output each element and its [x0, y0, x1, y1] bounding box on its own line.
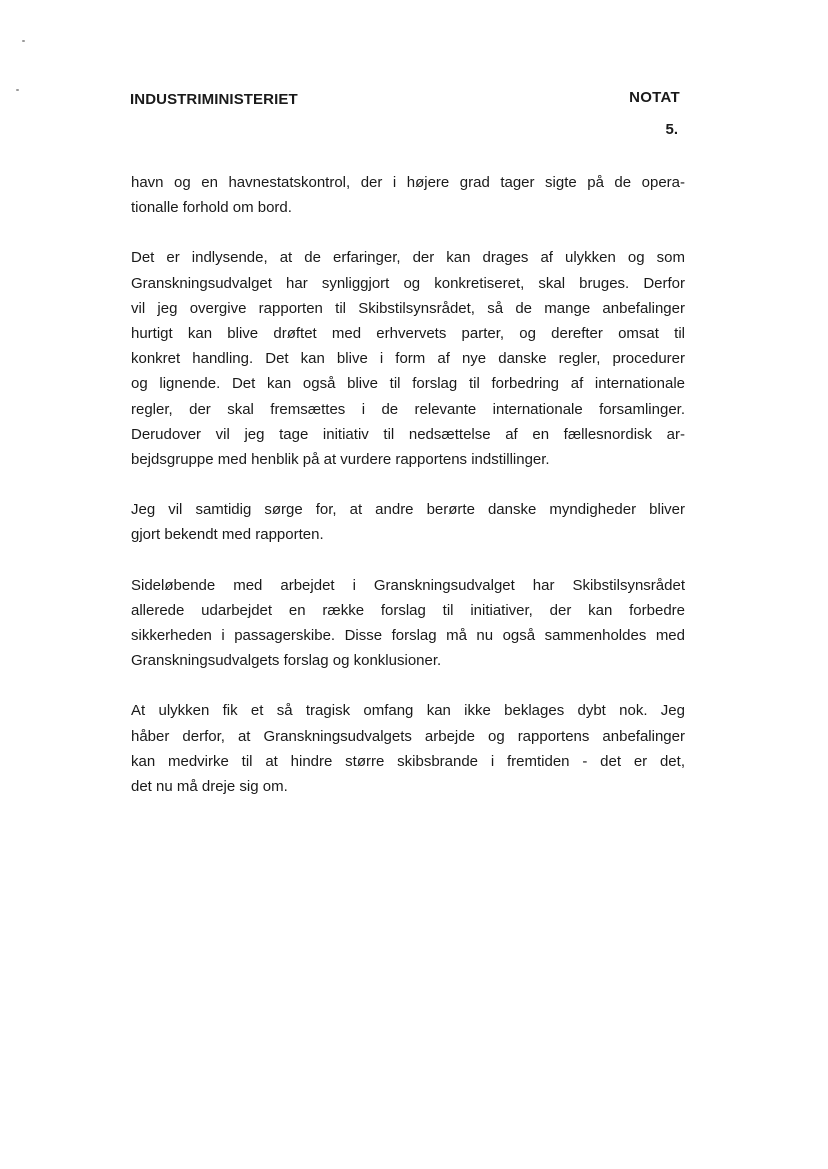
text-line: Granskningsudvalgets forslag og konklusioner.: [131, 652, 442, 670]
document-type-label: NOTAT: [629, 89, 680, 106]
scan-speck: [16, 89, 19, 91]
text-line: hurtigt kan blive drøftet med erhvervets parter, og derefter omsat til: [131, 325, 685, 343]
text-line: regler, der skal fremsættes i de relevante internationale forsamlinger.: [131, 400, 685, 418]
paragraph: [131, 245, 685, 472]
text-line: bejdsgruppe med henblik på at vurdere rapportens indstillinger.: [131, 451, 550, 469]
paragraph: [131, 573, 685, 674]
paragraph: [131, 497, 685, 547]
text-line: det nu må dreje sig om.: [131, 778, 288, 796]
text-line: gjort bekendt med rapporten.: [131, 526, 324, 544]
text-line: Jeg vil samtidig sørge for, at andre berørte danske myndigheder bliver: [131, 501, 685, 519]
text-line: håber derfor, at Granskningsudvalgets arbejde og rapportens anbefalinger: [131, 727, 685, 745]
text-line: tionalle forhold om bord.: [131, 199, 292, 217]
text-line: Derudover vil jeg tage initiativ til nedsættelse af en fællesnordisk ar-: [131, 425, 685, 443]
text-line: havn og en havnestatskontrol, der i højere grad tager sigte på de opera-: [131, 174, 685, 191]
text-line: At ulykken fik et så tragisk omfang kan ikke beklages dybt nok. Jeg: [131, 702, 685, 720]
ministry-header: INDUSTRIMINISTERIET: [130, 91, 298, 108]
document-body: [131, 170, 685, 824]
text-line: allerede udarbejdet en række forslag til initiativer, der kan forbedre: [131, 601, 685, 619]
text-line: Granskningsudvalget har synliggjort og konkretiseret, skal bruges. Derfor: [131, 274, 685, 292]
page-number: 5.: [665, 121, 678, 138]
text-line: og lignende. Det kan også blive til forslag til forbedring af internationale: [131, 375, 685, 393]
paragraph: [131, 170, 685, 220]
paragraph: [131, 698, 685, 799]
scan-speck: [22, 40, 25, 42]
text-line: vil jeg overgive rapporten til Skibstilsynsrådet, så de mange anbefalinger: [131, 299, 685, 317]
text-line: Det er indlysende, at de erfaringer, der kan drages af ulykken og som: [131, 249, 685, 267]
text-line: Sideløbende med arbejdet i Granskningsudvalget har Skibstilsynsrådet: [131, 576, 685, 594]
text-line: konkret handling. Det kan blive i form af nye danske regler, procedurer: [131, 350, 685, 368]
text-line: kan medvirke til at hindre større skibsbrande i fremtiden - det er det,: [131, 752, 685, 770]
text-line: sikkerheden i passagerskibe. Disse forslag må nu også sammenholdes med: [131, 627, 685, 645]
